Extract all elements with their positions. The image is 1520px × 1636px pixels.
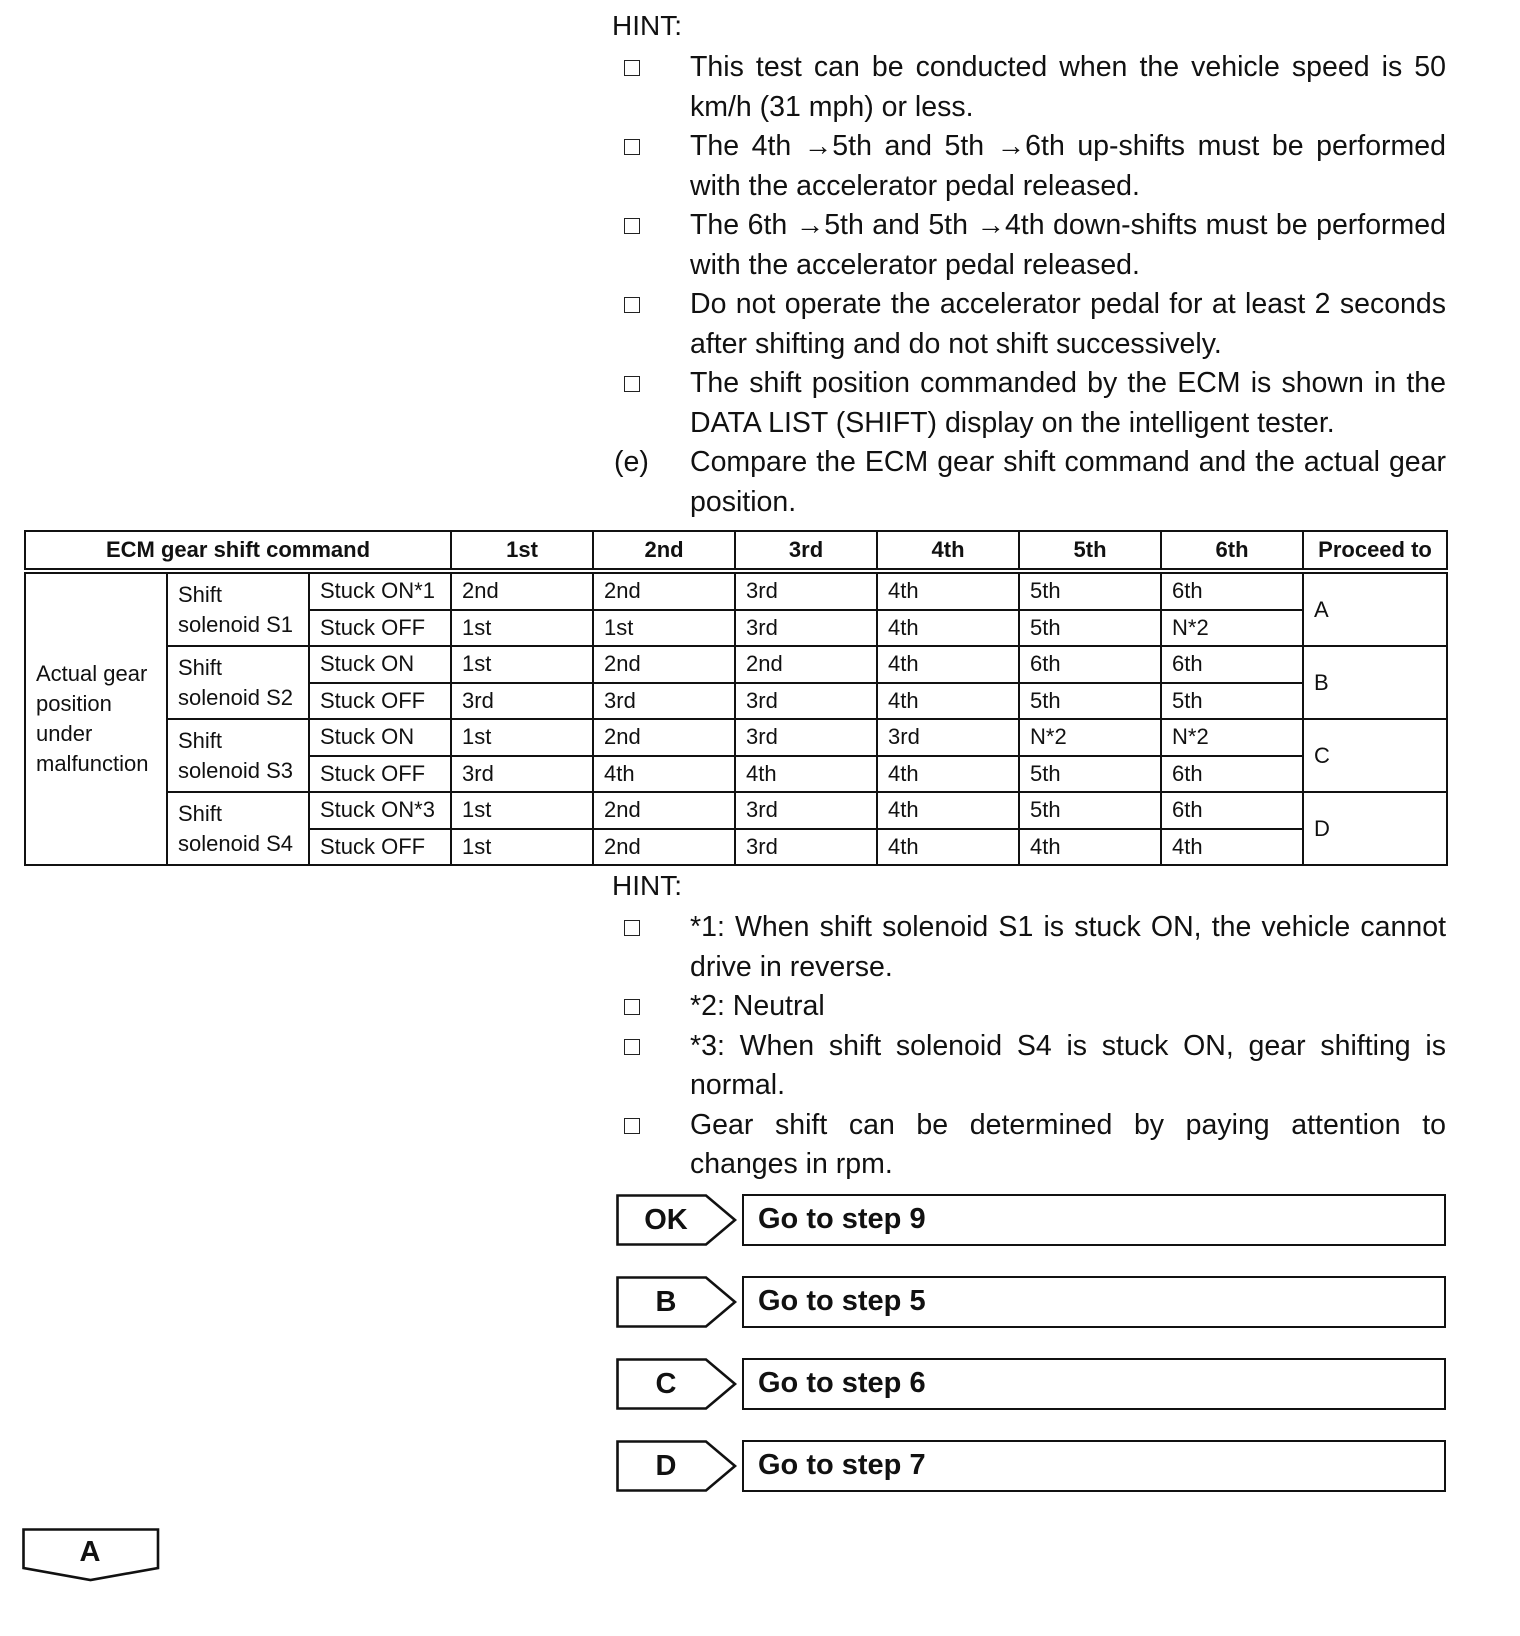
header-gear: 6th [1161,531,1303,571]
table-cell: 4th [877,683,1019,720]
table-cell: 2nd [593,646,735,683]
solenoid-state: Stuck ON*3 [309,792,451,829]
table-cell: 2nd [593,829,735,866]
table-row [25,792,1447,829]
checkbox-bullet-icon [624,297,640,313]
goto-step-link[interactable]: Go to step 9 [742,1194,1446,1246]
hint-item-text: *2: Neutral [690,990,825,1022]
header-command: ECM gear shift command [25,531,451,571]
table-cell: 5th [1019,610,1161,647]
table-cell: 3rd [735,683,877,720]
table-cell: 6th [1161,756,1303,793]
goto-step-link[interactable]: Go to step 7 [742,1440,1446,1492]
header-gear: 3rd [735,531,877,571]
hint-item-text: Do not operate the accelerator pedal for at least 2 seconds after shifting and do not shift successively. [690,288,1446,360]
header-gear: 5th [1019,531,1161,571]
hint-item [612,127,1446,206]
table-cell: 3rd [735,571,877,610]
solenoid-name: Shift solenoid S4 [167,792,309,865]
hint-title: HINT: [612,870,682,901]
result-label: C [655,1368,677,1400]
table-cell: 3rd [735,719,877,756]
hint-item-text: This test can be conducted when the vehicle speed is 50 km/h (31 mph) or less. [690,51,1446,123]
proceed-cell: C [1303,719,1447,792]
table-cell: 2nd [593,571,735,610]
table-row [25,571,1447,610]
table-cell: 3rd [877,719,1019,756]
checkbox-bullet-icon [624,1039,640,1055]
result-tag [616,1276,736,1328]
solenoid-state: Stuck OFF [309,829,451,866]
table-cell: N*2 [1161,610,1303,647]
checkbox-bullet-icon [624,376,640,392]
table-cell: 1st [593,610,735,647]
table-cell: 4th [877,829,1019,866]
table-cell: 4th [877,571,1019,610]
solenoid-name: Shift solenoid S2 [167,646,309,719]
checkbox-bullet-icon [624,920,640,936]
goto-step-link[interactable]: Go to step 5 [742,1276,1446,1328]
hint-item-text: *1: When shift solenoid S1 is stuck ON, the vehicle cannot drive in reverse. [690,911,1446,983]
solenoid-state: Stuck OFF [309,756,451,793]
table-cell: 4th [877,610,1019,647]
solenoid-state: Stuck OFF [309,683,451,720]
table-cell: 3rd [451,756,593,793]
step-e-mark: (e) [614,446,649,478]
table-cell: 2nd [593,792,735,829]
table-cell: 4th [593,756,735,793]
table-row [25,719,1447,756]
hint-item [612,987,1446,1027]
table-cell: 3rd [451,683,593,720]
hint-title: HINT: [612,10,682,41]
hint-item [612,908,1446,987]
hint-item [612,364,1446,443]
step-e [612,443,1446,522]
hint-item-text: The shift position commanded by the ECM is shown in the DATA LIST (SHIFT) display on the intelligent tester. [690,367,1446,439]
table-cell: 4th [877,756,1019,793]
proceed-cell: A [1303,571,1447,646]
table-cell: 1st [451,646,593,683]
table-cell: 6th [1019,646,1161,683]
table-cell: 3rd [735,829,877,866]
table-cell: 3rd [593,683,735,720]
hint-item-text: *3: When shift solenoid S4 is stuck ON, gear shifting is normal. [690,1029,1446,1101]
result-tag [616,1358,736,1410]
hint-item [612,48,1446,127]
continue-tag[interactable] [22,1528,160,1582]
table-header-row [25,531,1447,571]
table-cell: 1st [451,610,593,647]
table-cell: 5th [1161,683,1303,720]
checkbox-bullet-icon [624,60,640,76]
table-cell: 5th [1019,571,1161,610]
table-cell: 2nd [451,571,593,610]
checkbox-bullet-icon [624,1118,640,1134]
table-cell: 5th [1019,683,1161,720]
proceed-cell: B [1303,646,1447,719]
result-tag [616,1194,736,1246]
header-gear: 2nd [593,531,735,571]
row-group-label: Actual gear position under malfunction [25,571,167,865]
table-cell: 4th [1161,829,1303,866]
table-cell: 1st [451,719,593,756]
solenoid-state: Stuck ON [309,646,451,683]
table-cell: 5th [1019,792,1161,829]
table-cell: 3rd [735,610,877,647]
table-cell: 4th [1019,829,1161,866]
table-cell: 1st [451,829,593,866]
table-cell: 2nd [735,646,877,683]
checkbox-bullet-icon [624,139,640,155]
header-gear: 4th [877,531,1019,571]
hint-item [612,1027,1446,1106]
hint-item-text: The 4th →5th and 5th →6th up-shifts must be performed with the accelerator pedal released. [690,130,1446,202]
table-cell: 6th [1161,646,1303,683]
table-cell: N*2 [1019,719,1161,756]
hint-item-text: Gear shift can be determined by paying attention to changes in rpm. [690,1108,1446,1180]
hint-item-text: The 6th →5th and 5th →4th down-shifts must be performed with the accelerator pedal released. [690,209,1446,281]
continue-tag-label: A [79,1536,101,1568]
table-cell: 5th [1019,756,1161,793]
table-cell: 1st [451,792,593,829]
gear-shift-table [24,530,1448,866]
step-e-text: Compare the ECM gear shift command and the actual gear position. [690,446,1446,518]
checkbox-bullet-icon [624,999,640,1015]
result-label: D [655,1450,677,1482]
checkbox-bullet-icon [624,218,640,234]
table-cell: 4th [877,646,1019,683]
header-proceed: Proceed to [1303,531,1447,571]
solenoid-name: Shift solenoid S3 [167,719,309,792]
solenoid-name: Shift solenoid S1 [167,571,309,646]
proceed-cell: D [1303,792,1447,865]
table-row [25,646,1447,683]
table-cell: 4th [877,792,1019,829]
table-cell: 6th [1161,792,1303,829]
result-label: B [655,1286,677,1318]
hint-item [612,285,1446,364]
table-cell: N*2 [1161,719,1303,756]
table-cell: 2nd [593,719,735,756]
solenoid-state: Stuck ON [309,719,451,756]
solenoid-state: Stuck OFF [309,610,451,647]
table-cell: 3rd [735,792,877,829]
goto-step-link[interactable]: Go to step 6 [742,1358,1446,1410]
table-cell: 4th [735,756,877,793]
hint-item [612,1106,1446,1185]
result-label: OK [644,1204,688,1236]
result-tag [616,1440,736,1492]
hint-section-2 [612,868,1446,1185]
hint-item [612,206,1446,285]
hint-section-1 [612,8,1446,522]
table-cell: 6th [1161,571,1303,610]
solenoid-state: Stuck ON*1 [309,571,451,610]
header-gear: 1st [451,531,593,571]
